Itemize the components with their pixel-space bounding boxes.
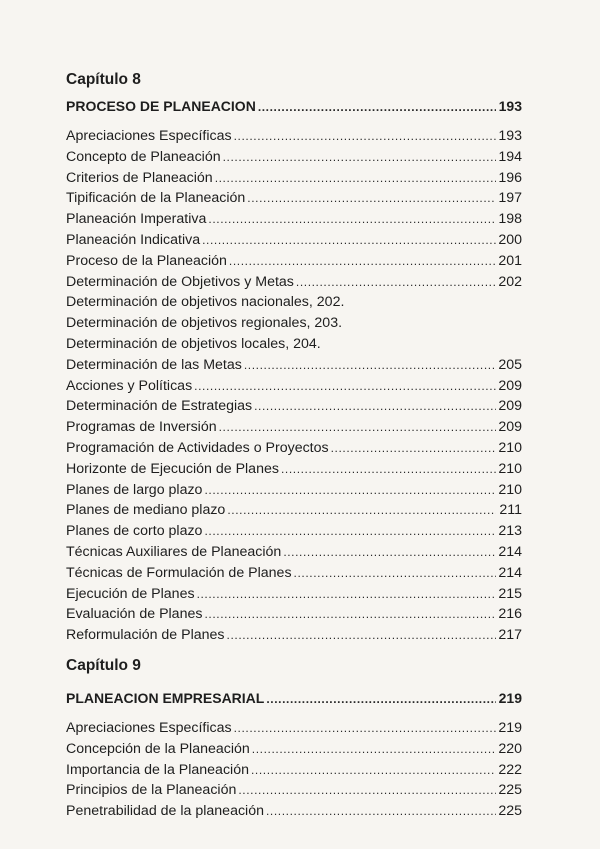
toc-entry <box>66 459 522 480</box>
entry-label: Planeación Indicativa <box>66 231 201 248</box>
entry-page-number: 209 <box>498 419 522 436</box>
dot-leader <box>219 417 496 438</box>
entry-page-number: 214 <box>498 543 522 560</box>
dot-leader <box>247 188 496 209</box>
entry-label: Reformulación de Planes <box>66 627 225 644</box>
toc-subentry: Determinación de objetivos regionales, 203. <box>66 315 343 332</box>
entry-page-number: 225 <box>498 782 522 799</box>
toc-entry <box>66 417 522 438</box>
section-page-number: 219 <box>498 689 522 706</box>
entry-label: Tipificación de la Planeación <box>66 190 246 207</box>
toc-entry <box>66 500 522 521</box>
entry-page-number: 225 <box>498 803 522 820</box>
dot-leader <box>294 563 496 584</box>
toc-entry <box>66 230 522 251</box>
entry-label: Programación de Actividades o Proyectos <box>66 439 329 456</box>
section-heading <box>66 686 522 710</box>
entry-label: Proceso de la Planeación <box>66 252 227 269</box>
entry-label: Ejecución de Planes <box>66 585 195 602</box>
dot-leader <box>223 147 496 168</box>
section-page-number: 193 <box>498 98 522 114</box>
toc-entry <box>66 584 522 605</box>
entry-list <box>66 718 522 822</box>
entry-label: Técnicas Auxiliares de Planeación <box>66 543 282 560</box>
entry-label: Determinación de las Metas <box>66 356 242 373</box>
entry-label: Penetrabilidad de la planeación <box>66 803 264 820</box>
toc-entry <box>66 521 522 542</box>
toc-entry <box>66 188 522 209</box>
chapter-title: Capítulo 9 <box>66 656 141 674</box>
entry-label: Planeación Imperativa <box>66 211 207 228</box>
toc-entry <box>66 801 522 822</box>
entry-page-number: 194 <box>498 148 522 165</box>
entry-label: Determinación de Estrategias <box>66 398 253 415</box>
toc-entry <box>66 760 522 781</box>
toc-entry <box>66 209 522 230</box>
dot-leader <box>238 780 496 801</box>
entry-page-number: 222 <box>498 761 522 778</box>
entry-page-number: 202 <box>498 273 522 290</box>
entry-page-number: 209 <box>498 377 522 394</box>
dot-leader <box>204 521 496 542</box>
toc-entry <box>66 480 522 501</box>
entry-page-number: 211 <box>499 502 522 519</box>
entry-label: Técnicas de Formulación de Planes <box>66 564 292 581</box>
entry-page-number: 219 <box>498 719 522 736</box>
toc-entry <box>66 147 522 168</box>
dot-leader <box>215 168 496 189</box>
section-label: PROCESO DE PLANEACION <box>66 98 256 114</box>
dot-leader <box>251 760 496 781</box>
toc-entry <box>66 438 522 459</box>
toc-entry <box>66 355 522 376</box>
dot-leader <box>234 126 496 147</box>
toc-entry <box>66 376 522 397</box>
entry-label: Evaluación de Planes <box>66 606 203 623</box>
toc-entry <box>66 739 522 760</box>
entry-page-number: 205 <box>498 356 522 373</box>
entry-label: Criterios de Planeación <box>66 169 213 186</box>
entry-page-number: 193 <box>498 128 522 144</box>
dot-leader <box>234 718 496 739</box>
chapter-9 <box>66 652 522 822</box>
dot-leader <box>296 272 496 293</box>
entry-list <box>66 126 522 646</box>
toc-entry <box>66 272 522 293</box>
dot-leader <box>204 604 496 625</box>
toc-entry <box>66 625 522 646</box>
entry-label: Acciones y Políticas <box>66 377 193 394</box>
dot-leader <box>204 480 496 501</box>
entry-label: Horizonte de Ejecución de Planes <box>66 460 279 477</box>
entry-page-number: 216 <box>498 606 522 623</box>
entry-page-number: 209 <box>498 398 522 415</box>
toc-entry <box>66 126 522 147</box>
dot-leader <box>202 230 496 251</box>
dot-leader <box>227 500 496 521</box>
toc-entry <box>66 542 522 563</box>
table-of-contents <box>66 66 522 822</box>
entry-label: Planes de corto plazo <box>66 523 203 540</box>
dot-leader <box>229 251 496 272</box>
dot-leader <box>258 95 496 119</box>
entry-page-number: 210 <box>498 481 522 498</box>
entry-page-number: 213 <box>498 523 522 540</box>
entry-label: Planes de mediano plazo <box>66 502 226 519</box>
dot-leader <box>331 438 496 459</box>
entry-page-number: 196 <box>498 169 522 186</box>
entry-page-number: 201 <box>498 252 522 269</box>
dot-leader <box>244 355 496 376</box>
dot-leader <box>266 687 496 711</box>
dot-leader <box>252 739 496 760</box>
toc-entry <box>66 604 522 625</box>
toc-subentry: Determinación de objetivos nacionales, 202. <box>66 294 345 311</box>
chapter-8 <box>66 66 522 646</box>
entry-page-number: 197 <box>498 190 522 207</box>
entry-label: Principios de la Planeación <box>66 782 237 799</box>
dot-leader <box>197 584 496 605</box>
toc-entry <box>66 563 522 584</box>
entry-label: Programas de Inversión <box>66 419 217 436</box>
dot-leader <box>281 459 496 480</box>
entry-page-number: 214 <box>498 564 522 581</box>
toc-entry <box>66 718 522 739</box>
entry-page-number: 215 <box>498 585 522 602</box>
dot-leader <box>266 801 496 822</box>
entry-page-number: 210 <box>498 439 522 456</box>
entry-page-number: 210 <box>498 460 522 477</box>
entry-label: Concepción de la Planeación <box>66 740 250 757</box>
entry-label: Determinación de Objetivos y Metas <box>66 273 294 290</box>
dot-leader <box>194 376 496 397</box>
toc-entry <box>66 780 522 801</box>
entry-page-number: 217 <box>498 627 522 644</box>
entry-page-number: 198 <box>498 211 522 228</box>
chapter-title: Capítulo 8 <box>66 71 141 88</box>
section-label: PLANEACION EMPRESARIAL <box>66 689 265 706</box>
entry-page-number: 200 <box>498 231 522 248</box>
dot-leader <box>208 209 496 230</box>
entry-label: Apreciaciones Específicas <box>66 719 232 736</box>
entry-page-number: 220 <box>498 740 522 757</box>
dot-leader <box>254 396 496 417</box>
toc-entry <box>66 396 522 417</box>
section-heading <box>66 94 522 118</box>
toc-subentry: Determinación de objetivos locales, 204. <box>66 335 321 352</box>
dot-leader <box>283 542 496 563</box>
entry-label: Apreciaciones Específicas <box>66 128 232 144</box>
entry-label: Planes de largo plazo <box>66 481 203 498</box>
toc-entry <box>66 251 522 272</box>
dot-leader <box>227 625 496 646</box>
entry-label: Importancia de la Planeación <box>66 761 249 778</box>
toc-entry <box>66 168 522 189</box>
entry-label: Concepto de Planeación <box>66 148 221 165</box>
